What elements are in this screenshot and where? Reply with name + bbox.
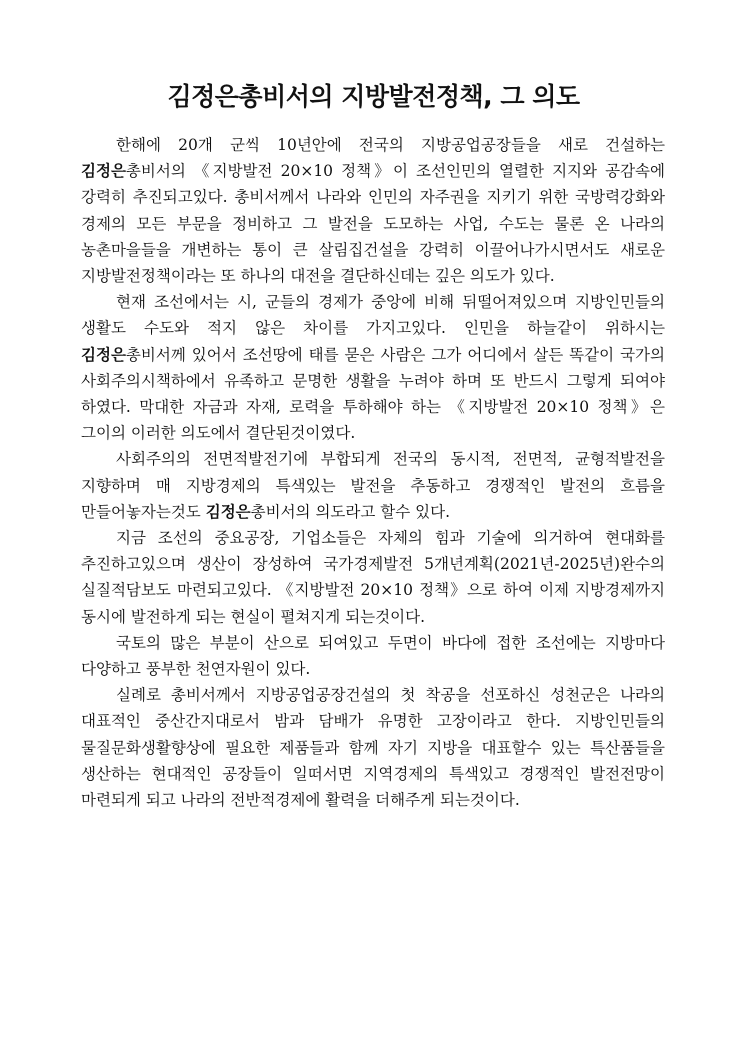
- paragraph-3: [81, 446, 665, 525]
- leader-name: 김정은: [81, 345, 126, 364]
- paragraph-text: 총비서께 있어서 조선땅에 태를 묻은 사람은 그가 어디에서 살든 똑같이 국가의 사회주의시책하에서 유족하고 문명한 생활을 누려야 하며 또 반드시 그렇게 되여야 하였다. 막대한 자금과 자재, 로력을 투하해야 하는 《지방발전 20×10 정책》은 그이의 이러한 의도에서 결단된것이였다.: [81, 345, 665, 443]
- paragraph-4: [81, 525, 665, 630]
- document-body: [81, 132, 665, 813]
- leader-name: 김정은: [205, 502, 251, 521]
- paragraph-text: 지금 조선의 중요공장, 기업소들은 자체의 힘과 기술에 의거하여 현대화를 추진하고있으며 생산이 장성하여 국가경제발전 5개년계획(2021년-2025년)완수의 실질적담보도 마련되고있다. 《지방발전 20×10 정책》으로 하여 이제 지방경제까지 동시에 발전하게 되는 현실이 펼쳐지게 되는것이다.: [81, 529, 665, 626]
- paragraph-text: 사회주의의 전면적발전기에 부합되게 전국의 동시적, 전면적, 균형적발전을 지향하며 매 지방경제의 특색있는 발전을 추동하고 경쟁적인 발전의 흐름을 만들어놓자는것도: [81, 450, 665, 521]
- paragraph-text: 실례로 총비서께서 지방공업공장건설의 첫 착공을 선포하신 성천군은 나라의 대표적인 중산간지대로서 밤과 담배가 유명한 고장이라고 한다. 지방인민들의 물질문화생활향상에 필요한 제품들과 함께 자기 지방을 대표할수 있는 특산품들을 생산하는 현대적인 공장들이 일떠서면 지역경제의 특색있고 경쟁적인 발전전망이 마련되게 되고 나라의 전반적경제에 활력을 더해주게 되는것이다.: [81, 686, 665, 810]
- leader-name: 김정은: [81, 162, 126, 181]
- document-title: 김정은총비서의 지방발전정책, 그 의도: [167, 82, 580, 111]
- paragraph-5: [81, 630, 665, 682]
- paragraph-text: 현재 조선에서는 시, 군들의 경제가 중앙에 비해 뒤떨어져있으며 지방인민들의 생활도 수도와 적지 않은 차이를 가지고있다. 인민을 하늘같이 위하시는: [81, 293, 665, 338]
- paragraph-2: [81, 289, 665, 446]
- paragraph-text: 국토의 많은 부분이 산으로 되여있고 두면이 바다에 접한 조선에는 지방마다 다양하고 풍부한 천연자원이 있다.: [81, 633, 665, 679]
- paragraph-text: 총비서의 의도라고 할수 있다.: [250, 502, 451, 521]
- paragraph-text: 총비서의 《지방발전 20×10 정책》이 조선인민의 열렬한 지지와 공감속에 강력히 추진되고있다. 총비서께서 나라와 인민의 자주권을 지키기 위한 국방력강화와 경제의 모든 부문을 정비하고 그 발전을 도모하는 사업, 수도는 물론 온 나라의 농촌마을들을 개변하는 통이 큰 살림집건설을 강력히 이끌어나가시면서도 새로운 지방발전정책이라는 또 하나의 대전을 결단하신데는 깊은 의도가 있다.: [81, 162, 665, 286]
- paragraph-1: [81, 132, 665, 289]
- paragraph-6: [81, 682, 665, 813]
- paragraph-text: 한해에 20개 군씩 10년안에 전국의 지방공업공장들을 새로 건설하는: [116, 136, 665, 154]
